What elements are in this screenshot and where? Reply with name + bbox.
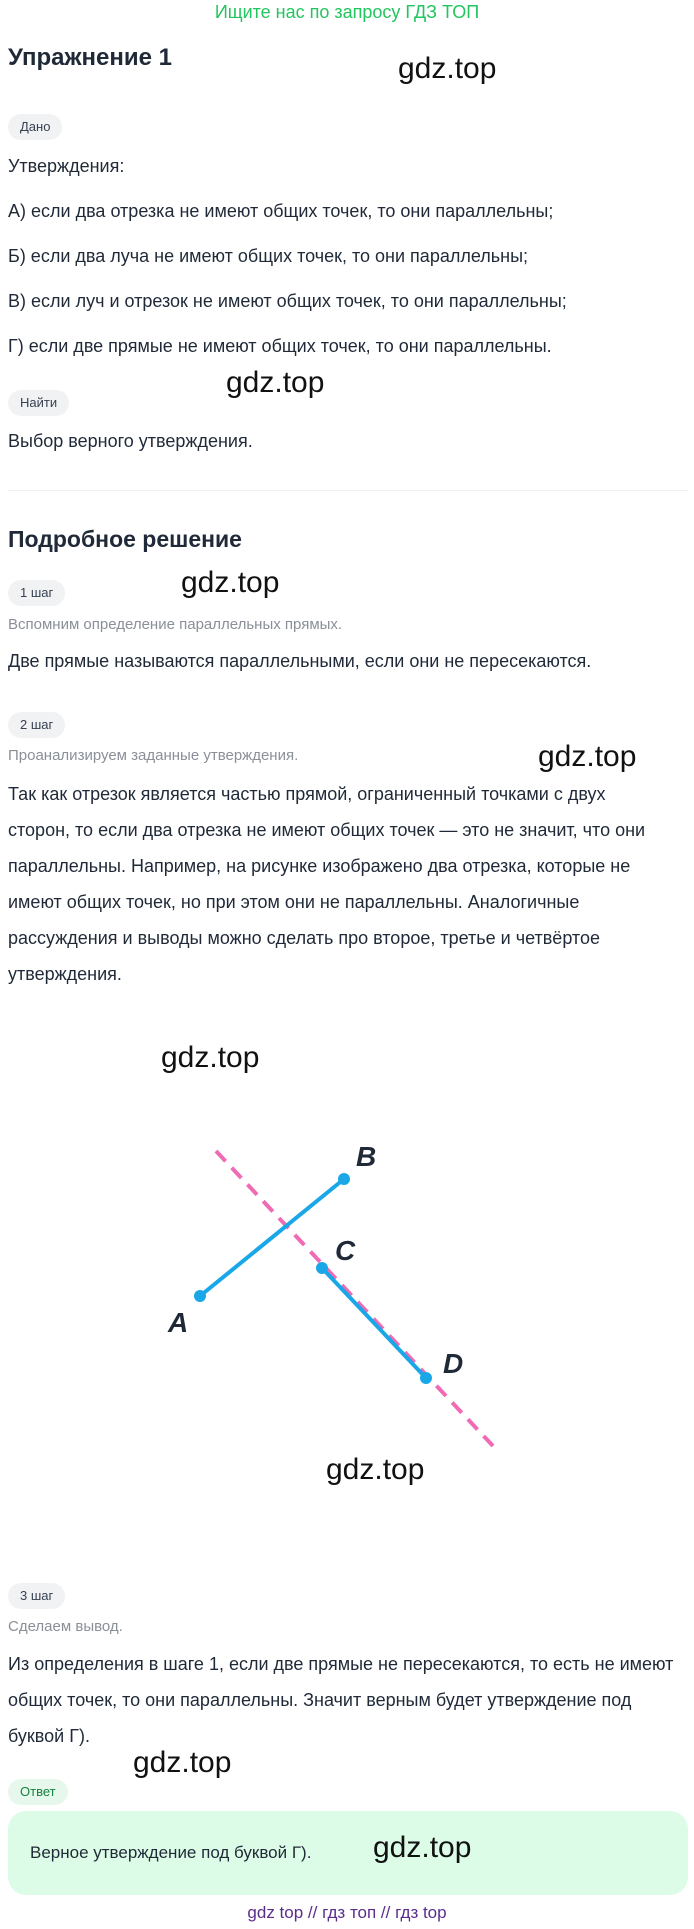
step-2-line: рассуждения и выводы можно сделать про второе, третье и четвёртое [8, 928, 600, 948]
point-a [194, 1290, 206, 1302]
step-2-line: сторон, то если два отрезка не имеют общих точек — это не значит, что они [8, 820, 646, 840]
answer-badge: Ответ [8, 1779, 68, 1805]
label-c: C [335, 1235, 356, 1266]
dashed-line [216, 1151, 493, 1446]
given-badge: Дано [8, 114, 62, 140]
step-2-line: имеют общих точек, но при этом они не параллельны. Аналогичные [8, 892, 580, 912]
step-1-hint: Вспомним определение параллельных прямых. [8, 616, 343, 633]
statement-d: Г) если две прямые не имеют общих точек, то они параллельны. [8, 336, 552, 356]
step-3-line: общих точек, то они параллельны. Значит верным будет утверждение под [8, 1690, 632, 1710]
step-3-badge: 3 шаг [8, 1583, 65, 1609]
promo-banner[interactable]: Ищите нас по запросу ГДЗ ТОП [214, 2, 480, 22]
watermark: gdz.top [326, 1453, 425, 1486]
step-3-line: буквой Г). [8, 1726, 90, 1746]
footer-links[interactable]: gdz top // гдз топ // гдз top [247, 1903, 447, 1922]
find-text: Выбор верного утверждения. [8, 431, 253, 451]
watermark: gdz.top [161, 1041, 260, 1074]
step-1-text: Две прямые называются параллельными, если они не пересекаются. [8, 651, 592, 671]
watermark: gdz.top [133, 1746, 232, 1779]
watermark: gdz.top [226, 366, 325, 399]
watermark: gdz.top [398, 52, 497, 85]
step-2-hint: Проанализируем заданные утверждения. [8, 747, 299, 764]
point-c [316, 1262, 328, 1274]
label-b: B [356, 1141, 377, 1172]
step-2-badge: 2 шаг [8, 712, 65, 738]
page-title: Упражнение 1 [8, 44, 172, 71]
step-3-hint: Сделаем вывод. [8, 1618, 123, 1635]
statement-a: А) если два отрезка не имеют общих точек, то они параллельны; [8, 201, 554, 221]
statement-b: Б) если два луча не имеют общих точек, то они параллельны; [8, 246, 529, 266]
statement-c: В) если луч и отрезок не имеют общих точек, то они параллельны; [8, 291, 567, 311]
step-1-badge: 1 шаг [8, 580, 65, 606]
watermark: gdz.top [181, 566, 280, 599]
step-2-line: утверждения. [8, 964, 122, 984]
given-intro: Утверждения: [8, 156, 125, 176]
step-3-paragraph [8, 1646, 692, 1754]
watermark: gdz.top [373, 1831, 472, 1864]
segment-cd [322, 1268, 426, 1378]
step-2-line: параллельны. Например, на рисунке изображено два отрезка, которые не [8, 856, 631, 876]
find-badge: Найти [8, 390, 69, 416]
watermark: gdz.top [538, 740, 637, 773]
solution-title: Подробное решение [8, 526, 242, 552]
label-a: A [168, 1307, 189, 1338]
answer-text: Верное утверждение под буквой Г). [30, 1843, 312, 1862]
point-d [420, 1372, 432, 1384]
segment-ab [200, 1179, 344, 1296]
step-2-line: Так как отрезок является частью прямой, ограниченный точками с двух [8, 784, 606, 804]
label-d: D [443, 1348, 464, 1379]
step-3-line: Из определения в шаге 1, если две прямые не пересекаются, то есть не имеют [8, 1654, 674, 1674]
point-b [338, 1173, 350, 1185]
